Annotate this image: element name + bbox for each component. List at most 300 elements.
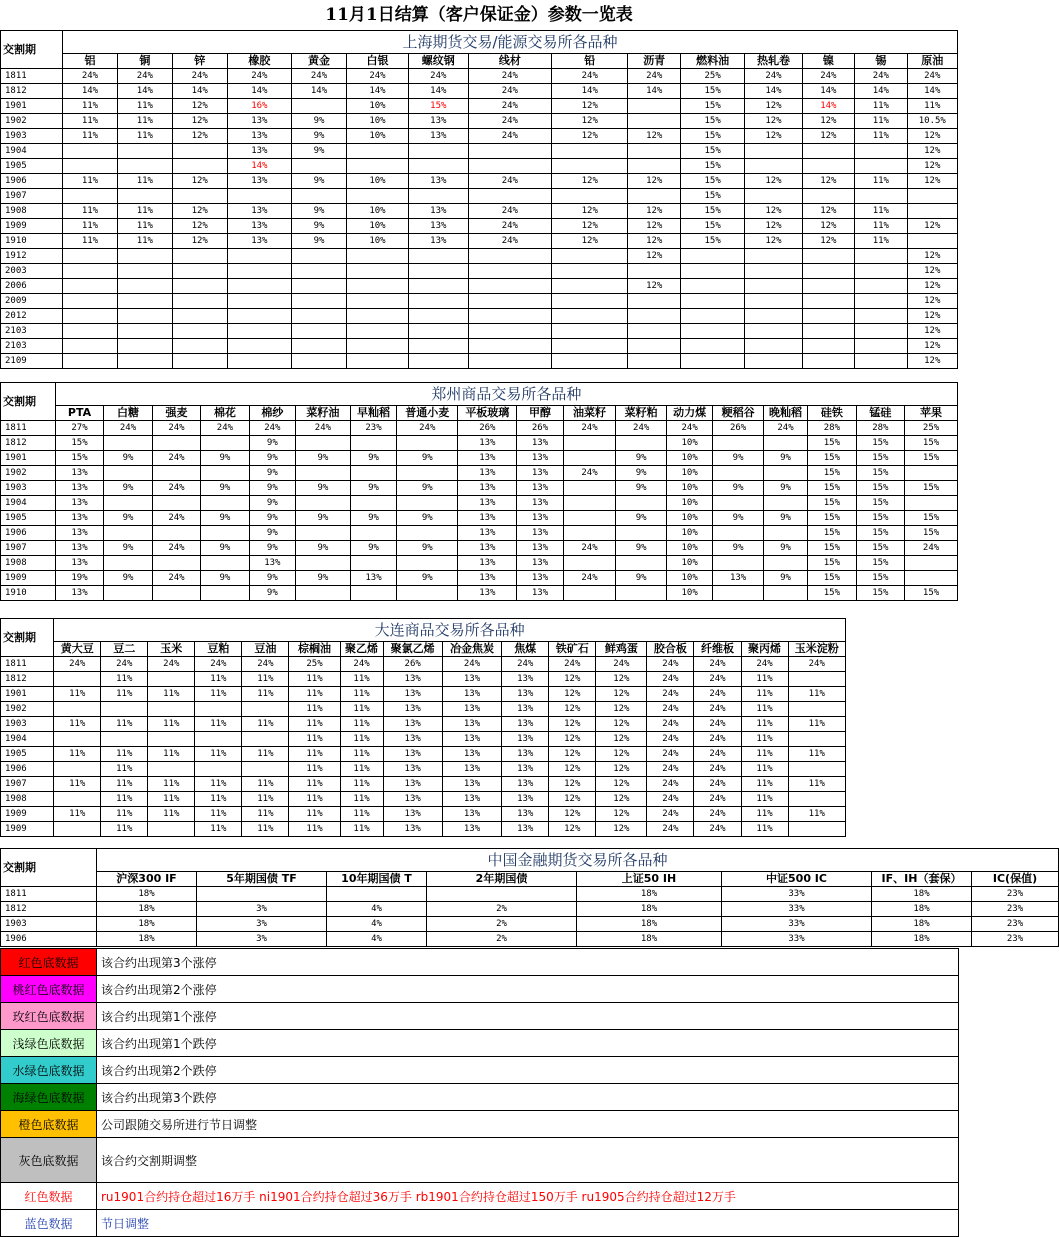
margin-cell	[292, 264, 347, 279]
table-row	[1, 496, 958, 511]
margin-cell: 12%	[628, 249, 680, 264]
margin-cell: 15%	[808, 586, 856, 601]
margin-cell: 11%	[117, 219, 172, 234]
margin-cell	[292, 324, 347, 339]
margin-cell: 15%	[856, 556, 904, 571]
margin-cell	[327, 887, 427, 902]
margin-cell: 9%	[292, 114, 347, 129]
czce-section-title: 郑州商品交易所各品种	[55, 383, 957, 406]
margin-cell: 12%	[549, 747, 596, 762]
margin-cell	[745, 339, 802, 354]
margin-cell: 18%	[577, 887, 722, 902]
margin-cell: 12%	[549, 687, 596, 702]
margin-cell	[292, 339, 347, 354]
margin-cell: 24%	[468, 219, 552, 234]
margin-cell: 16%	[227, 99, 291, 114]
margin-cell	[201, 436, 249, 451]
margin-cell: 12%	[596, 807, 647, 822]
margin-cell: 33%	[722, 902, 872, 917]
margin-cell: 13%	[442, 822, 501, 837]
margin-cell: 24%	[788, 657, 845, 672]
product-header: 线材	[468, 54, 552, 69]
margin-cell: 11%	[741, 672, 788, 687]
period-header: 交割期	[1, 31, 63, 69]
margin-cell: 13%	[442, 807, 501, 822]
margin-cell	[468, 354, 552, 369]
legend-description: ru1901合约持仓超过16万手 ni1901合约持仓超过36万手 rb1901合约持仓超过150万手 ru1905合约持仓超过12万手	[97, 1183, 959, 1210]
margin-cell: 11%	[54, 717, 101, 732]
margin-cell: 23%	[972, 887, 1059, 902]
product-header: 苹果	[905, 406, 958, 421]
margin-cell: 14%	[117, 84, 172, 99]
margin-cell: 28%	[856, 421, 904, 436]
margin-cell: 15%	[856, 571, 904, 586]
margin-cell: 10%	[346, 114, 408, 129]
margin-cell: 13%	[517, 451, 563, 466]
legend-row	[1, 976, 959, 1003]
margin-cell	[346, 339, 408, 354]
margin-cell: 15%	[55, 451, 103, 466]
margin-cell	[616, 556, 667, 571]
margin-cell: 9%	[397, 571, 458, 586]
margin-cell: 12%	[172, 204, 227, 219]
legend-swatch: 浅绿色底数据	[1, 1030, 97, 1057]
margin-cell	[242, 732, 289, 747]
margin-cell	[350, 526, 396, 541]
contract-month: 1910	[1, 586, 56, 601]
margin-cell: 9%	[249, 586, 295, 601]
product-header: 棕榈油	[289, 642, 340, 657]
margin-cell: 9%	[763, 571, 807, 586]
margin-cell: 9%	[296, 511, 351, 526]
margin-cell: 9%	[104, 541, 152, 556]
margin-cell: 13%	[458, 556, 517, 571]
margin-cell: 15%	[905, 526, 958, 541]
product-header: 沥青	[628, 54, 680, 69]
margin-cell: 24%	[563, 571, 616, 586]
margin-cell: 24%	[855, 69, 907, 84]
margin-cell: 24%	[468, 114, 552, 129]
product-header: 螺纹钢	[408, 54, 468, 69]
margin-cell: 12%	[549, 672, 596, 687]
margin-cell	[292, 99, 347, 114]
contract-month: 1910	[1, 234, 63, 249]
margin-cell: 24%	[694, 747, 741, 762]
margin-cell: 12%	[745, 204, 802, 219]
margin-cell	[713, 586, 764, 601]
margin-cell	[397, 496, 458, 511]
margin-cell: 12%	[628, 234, 680, 249]
margin-cell	[745, 354, 802, 369]
margin-cell: 9%	[104, 481, 152, 496]
margin-cell: 18%	[872, 887, 972, 902]
product-header: 粳稻谷	[713, 406, 764, 421]
margin-cell	[552, 354, 628, 369]
margin-cell	[201, 496, 249, 511]
product-header: 热轧卷	[745, 54, 802, 69]
product-header: 豆油	[242, 642, 289, 657]
margin-cell: 4%	[327, 932, 427, 947]
margin-cell: 15%	[55, 436, 103, 451]
margin-cell	[63, 189, 118, 204]
margin-cell: 11%	[340, 777, 383, 792]
margin-cell: 12%	[745, 99, 802, 114]
product-header: 白糖	[104, 406, 152, 421]
margin-cell: 9%	[616, 481, 667, 496]
margin-cell: 25%	[289, 657, 340, 672]
margin-cell	[855, 144, 907, 159]
margin-cell: 12%	[172, 174, 227, 189]
margin-cell: 14%	[227, 84, 291, 99]
margin-cell	[802, 159, 854, 174]
margin-cell: 11%	[117, 174, 172, 189]
margin-cell: 15%	[680, 84, 744, 99]
margin-cell	[905, 466, 958, 481]
margin-cell: 4%	[327, 902, 427, 917]
margin-cell: 13%	[383, 717, 442, 732]
margin-cell: 13%	[517, 511, 563, 526]
margin-cell	[713, 556, 764, 571]
margin-cell	[350, 436, 396, 451]
margin-cell: 13%	[502, 702, 549, 717]
margin-cell: 11%	[148, 687, 195, 702]
margin-cell: 13%	[55, 556, 103, 571]
legend-swatch: 玫红色底数据	[1, 1003, 97, 1030]
margin-cell: 9%	[292, 174, 347, 189]
margin-cell	[408, 339, 468, 354]
margin-cell	[346, 264, 408, 279]
margin-cell: 14%	[292, 84, 347, 99]
margin-cell: 24%	[227, 69, 291, 84]
margin-cell	[63, 144, 118, 159]
margin-cell	[195, 762, 242, 777]
margin-cell	[292, 309, 347, 324]
contract-month: 1901	[1, 451, 56, 466]
table-row	[1, 99, 958, 114]
margin-cell	[148, 822, 195, 837]
margin-cell: 24%	[907, 69, 957, 84]
margin-cell	[242, 702, 289, 717]
margin-cell	[563, 451, 616, 466]
margin-cell: 11%	[788, 747, 845, 762]
margin-cell: 26%	[383, 657, 442, 672]
margin-cell: 24%	[346, 69, 408, 84]
legend-row	[1, 1003, 959, 1030]
margin-cell	[172, 339, 227, 354]
legend-table	[0, 948, 959, 1237]
margin-cell	[408, 144, 468, 159]
product-header: 菜籽粕	[616, 406, 667, 421]
margin-cell: 13%	[517, 526, 563, 541]
margin-cell	[227, 189, 291, 204]
margin-cell	[855, 264, 907, 279]
margin-cell	[172, 249, 227, 264]
table-row	[1, 902, 1059, 917]
margin-cell: 9%	[350, 451, 396, 466]
margin-cell	[117, 354, 172, 369]
margin-cell: 24%	[468, 174, 552, 189]
margin-cell: 11%	[101, 672, 148, 687]
contract-month: 1903	[1, 129, 63, 144]
margin-cell	[552, 249, 628, 264]
product-header: 黄大豆	[54, 642, 101, 657]
margin-cell: 14%	[172, 84, 227, 99]
margin-cell: 13%	[442, 747, 501, 762]
margin-cell: 24%	[694, 792, 741, 807]
margin-cell	[117, 279, 172, 294]
margin-cell: 9%	[292, 204, 347, 219]
margin-cell: 11%	[195, 807, 242, 822]
margin-cell: 26%	[517, 421, 563, 436]
margin-cell: 24%	[647, 807, 694, 822]
margin-cell: 12%	[802, 219, 854, 234]
margin-cell	[408, 189, 468, 204]
margin-cell	[855, 309, 907, 324]
margin-cell	[346, 354, 408, 369]
table-row	[1, 762, 846, 777]
product-header: 冶金焦炭	[442, 642, 501, 657]
margin-cell	[292, 249, 347, 264]
margin-cell: 13%	[442, 762, 501, 777]
margin-cell	[855, 189, 907, 204]
margin-cell	[148, 702, 195, 717]
margin-cell: 15%	[808, 466, 856, 481]
contract-month: 1905	[1, 159, 63, 174]
margin-cell	[713, 526, 764, 541]
margin-cell: 13%	[502, 717, 549, 732]
product-header: 原油	[907, 54, 957, 69]
margin-cell: 13%	[408, 114, 468, 129]
margin-cell: 11%	[54, 747, 101, 762]
margin-cell	[802, 189, 854, 204]
margin-cell	[468, 189, 552, 204]
product-header: 油菜籽	[563, 406, 616, 421]
margin-cell	[397, 526, 458, 541]
margin-cell: 13%	[350, 571, 396, 586]
margin-cell: 15%	[680, 159, 744, 174]
margin-cell: 11%	[63, 174, 118, 189]
margin-cell: 23%	[350, 421, 396, 436]
product-header: 菜籽油	[296, 406, 351, 421]
margin-cell: 12%	[552, 204, 628, 219]
product-header: 动力煤	[666, 406, 712, 421]
margin-cell: 3%	[197, 902, 327, 917]
margin-cell: 12%	[549, 762, 596, 777]
margin-cell: 15%	[680, 219, 744, 234]
period-header: 交割期	[1, 383, 56, 421]
margin-cell: 13%	[442, 792, 501, 807]
margin-cell: 11%	[195, 747, 242, 762]
margin-cell: 15%	[808, 451, 856, 466]
product-header: 燃料油	[680, 54, 744, 69]
margin-cell	[201, 466, 249, 481]
margin-cell	[713, 496, 764, 511]
margin-cell: 11%	[242, 792, 289, 807]
margin-cell: 9%	[713, 451, 764, 466]
margin-cell	[628, 114, 680, 129]
margin-cell: 13%	[458, 511, 517, 526]
product-header: 棉纱	[249, 406, 295, 421]
margin-cell	[117, 324, 172, 339]
margin-cell: 24%	[694, 732, 741, 747]
contract-month: 1905	[1, 747, 54, 762]
margin-cell: 10%	[666, 556, 712, 571]
period-header: 交割期	[1, 849, 97, 887]
margin-cell: 12%	[802, 129, 854, 144]
contract-month: 1812	[1, 436, 56, 451]
margin-cell	[54, 732, 101, 747]
margin-cell: 18%	[872, 917, 972, 932]
margin-cell: 9%	[350, 541, 396, 556]
product-header: 鲜鸡蛋	[596, 642, 647, 657]
legend-description: 该合约出现第1个涨停	[97, 1003, 959, 1030]
table-row	[1, 264, 958, 279]
margin-cell	[468, 309, 552, 324]
margin-cell: 24%	[292, 69, 347, 84]
margin-cell: 13%	[442, 672, 501, 687]
margin-cell	[616, 526, 667, 541]
product-header: 玉米	[148, 642, 195, 657]
margin-cell: 9%	[249, 511, 295, 526]
margin-cell: 11%	[63, 99, 118, 114]
contract-month: 1907	[1, 777, 54, 792]
margin-cell: 18%	[872, 902, 972, 917]
product-header: 5年期国债 TF	[197, 872, 327, 887]
margin-cell: 24%	[468, 234, 552, 249]
margin-cell	[227, 279, 291, 294]
dce-section-title: 大连商品交易所各品种	[54, 619, 846, 642]
period-header: 交割期	[1, 619, 54, 657]
margin-cell	[346, 159, 408, 174]
margin-cell: 28%	[808, 421, 856, 436]
margin-cell	[628, 144, 680, 159]
margin-cell: 13%	[408, 129, 468, 144]
legend-swatch: 桃红色底数据	[1, 976, 97, 1003]
margin-cell: 9%	[713, 481, 764, 496]
margin-cell: 9%	[296, 571, 351, 586]
margin-cell: 10%	[666, 571, 712, 586]
margin-cell: 14%	[628, 84, 680, 99]
margin-cell: 11%	[340, 672, 383, 687]
margin-cell: 11%	[340, 822, 383, 837]
margin-cell	[628, 309, 680, 324]
margin-cell: 10%	[346, 99, 408, 114]
margin-cell	[907, 204, 957, 219]
product-header: 锡	[855, 54, 907, 69]
product-header: 聚氯乙烯	[383, 642, 442, 657]
margin-cell: 14%	[346, 84, 408, 99]
margin-cell: 13%	[458, 496, 517, 511]
margin-cell: 24%	[694, 717, 741, 732]
margin-cell: 11%	[101, 822, 148, 837]
margin-cell: 11%	[117, 114, 172, 129]
margin-cell: 9%	[350, 511, 396, 526]
margin-cell: 11%	[148, 792, 195, 807]
margin-cell: 11%	[741, 732, 788, 747]
margin-cell: 15%	[808, 526, 856, 541]
margin-cell: 24%	[249, 421, 295, 436]
product-header: 胶合板	[647, 642, 694, 657]
margin-cell	[745, 249, 802, 264]
margin-cell	[63, 309, 118, 324]
margin-cell	[408, 264, 468, 279]
margin-cell: 13%	[408, 219, 468, 234]
margin-cell: 12%	[907, 159, 957, 174]
margin-cell: 9%	[249, 541, 295, 556]
margin-cell: 15%	[856, 511, 904, 526]
margin-cell: 15%	[905, 511, 958, 526]
margin-cell: 23%	[972, 932, 1059, 947]
margin-cell: 13%	[442, 777, 501, 792]
margin-cell: 9%	[296, 541, 351, 556]
margin-cell	[628, 264, 680, 279]
margin-cell: 9%	[249, 436, 295, 451]
margin-cell: 11%	[117, 99, 172, 114]
margin-cell: 18%	[97, 902, 197, 917]
margin-cell	[63, 159, 118, 174]
margin-cell	[680, 339, 744, 354]
shfe-section-title: 上海期货交易/能源交易所各品种	[63, 31, 958, 54]
margin-cell: 18%	[97, 887, 197, 902]
margin-cell: 9%	[201, 481, 249, 496]
margin-cell: 15%	[808, 541, 856, 556]
margin-cell: 12%	[907, 294, 957, 309]
margin-cell: 13%	[517, 481, 563, 496]
contract-month: 2003	[1, 264, 63, 279]
margin-cell: 11%	[101, 747, 148, 762]
margin-cell: 12%	[628, 204, 680, 219]
margin-cell	[628, 294, 680, 309]
margin-cell: 13%	[55, 526, 103, 541]
margin-cell: 12%	[745, 234, 802, 249]
margin-cell: 12%	[745, 174, 802, 189]
margin-cell: 11%	[289, 762, 340, 777]
margin-cell: 24%	[63, 69, 118, 84]
margin-cell: 24%	[397, 421, 458, 436]
margin-cell	[408, 309, 468, 324]
margin-cell	[296, 436, 351, 451]
table-row	[1, 586, 958, 601]
margin-cell	[104, 526, 152, 541]
margin-cell	[680, 294, 744, 309]
margin-cell	[907, 234, 957, 249]
margin-cell: 11%	[101, 807, 148, 822]
margin-cell	[855, 339, 907, 354]
margin-cell: 24%	[152, 541, 200, 556]
margin-cell	[680, 309, 744, 324]
margin-cell: 15%	[808, 481, 856, 496]
margin-cell	[201, 556, 249, 571]
margin-cell: 2%	[427, 902, 577, 917]
table-row	[1, 917, 1059, 932]
margin-cell	[855, 249, 907, 264]
contract-month: 1811	[1, 657, 54, 672]
margin-cell: 13%	[227, 174, 291, 189]
margin-cell: 9%	[201, 451, 249, 466]
table-row	[1, 339, 958, 354]
margin-cell	[855, 279, 907, 294]
contract-month: 1907	[1, 541, 56, 556]
margin-cell: 13%	[517, 556, 563, 571]
legend-description: 公司跟随交易所进行节日调整	[97, 1111, 959, 1138]
margin-cell: 12%	[552, 219, 628, 234]
margin-cell: 27%	[55, 421, 103, 436]
margin-cell: 11%	[340, 717, 383, 732]
margin-cell: 24%	[340, 657, 383, 672]
margin-cell: 24%	[647, 747, 694, 762]
margin-cell: 11%	[148, 807, 195, 822]
margin-cell	[117, 249, 172, 264]
